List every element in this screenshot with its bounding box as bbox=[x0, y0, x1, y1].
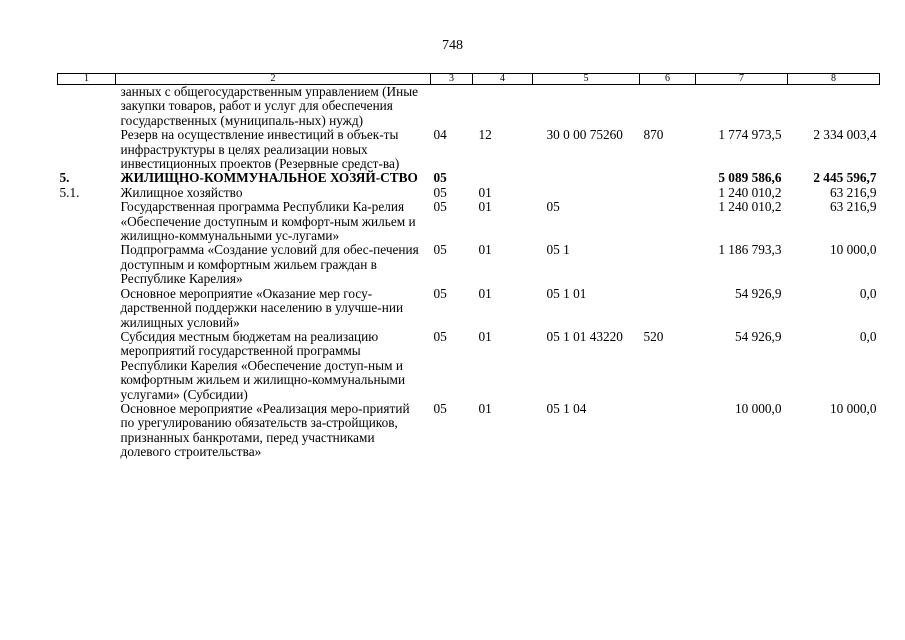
row-number: 5. bbox=[59, 170, 70, 186]
table-row bbox=[58, 186, 880, 200]
row-target-article bbox=[533, 186, 640, 200]
table-row bbox=[58, 171, 880, 185]
row-name: Жилищное хозяйство bbox=[120, 184, 243, 200]
row-subsection-code: 01 bbox=[478, 184, 492, 200]
row-amount-2: 63 216,9 bbox=[829, 184, 877, 200]
row-amount-1: 1 774 973,5 bbox=[718, 127, 782, 143]
row-number bbox=[58, 287, 116, 330]
row-target-article: 30 0 00 75260 bbox=[546, 127, 623, 143]
column-header-4: 4 bbox=[473, 74, 533, 85]
table-row bbox=[58, 330, 880, 402]
row-amount-1: 54 926,9 bbox=[734, 285, 782, 301]
column-header-1: 1 bbox=[58, 74, 116, 85]
row-amount-2 bbox=[788, 85, 880, 129]
row-expense-type bbox=[640, 287, 696, 330]
row-subsection-code: 01 bbox=[478, 328, 492, 344]
table-row bbox=[58, 243, 880, 286]
row-target-article: 05 1 01 bbox=[546, 285, 587, 301]
row-subsection-code bbox=[473, 85, 533, 129]
column-header-6: 6 bbox=[640, 74, 696, 85]
row-expense-type bbox=[640, 171, 696, 185]
row-section-code bbox=[431, 85, 473, 129]
table-row bbox=[58, 402, 880, 460]
row-number bbox=[58, 85, 116, 129]
row-expense-type: 870 bbox=[643, 127, 664, 143]
row-name: занных с общегосударственным управлением (Иные закупки товаров, работ и услуг для обеспечения государственных (муниципаль-ных) нужд) bbox=[120, 84, 419, 128]
row-subsection-code bbox=[473, 171, 533, 185]
row-section-code: 05 bbox=[433, 328, 447, 344]
row-expense-type bbox=[640, 200, 696, 243]
row-amount-1: 1 186 793,3 bbox=[718, 242, 782, 258]
column-header-2: 2 bbox=[116, 74, 431, 85]
budget-table bbox=[57, 73, 880, 460]
row-amount-1: 5 089 586,6 bbox=[718, 170, 782, 186]
row-amount-2: 0,0 bbox=[859, 285, 877, 301]
row-amount-2: 2 445 596,7 bbox=[813, 170, 877, 186]
row-target-article bbox=[533, 85, 640, 129]
row-expense-type: 520 bbox=[643, 328, 664, 344]
row-amount-1: 1 240 010,2 bbox=[718, 184, 782, 200]
row-name: Основное мероприятие «Реализация меро-приятий по урегулированию обязательств за-стройщиков, признанных банкротами, перед участниками долевого строительства» bbox=[120, 400, 410, 460]
row-section-code: 05 bbox=[433, 242, 447, 258]
column-header-7: 7 bbox=[696, 74, 788, 85]
row-expense-type bbox=[640, 85, 696, 129]
row-section-code: 05 bbox=[433, 184, 447, 200]
row-number bbox=[58, 243, 116, 286]
row-amount-1: 1 240 010,2 bbox=[718, 199, 782, 215]
row-subsection-code: 01 bbox=[478, 242, 492, 258]
table-row bbox=[58, 128, 880, 171]
row-name: Резерв на осуществление инвестиций в объек-ты инфраструктуры в целях реализации новых инвестиционных проектов (Резервные средст-ва) bbox=[120, 127, 400, 172]
row-number bbox=[58, 402, 116, 460]
row-subsection-code: 01 bbox=[478, 199, 492, 215]
row-subsection-code: 01 bbox=[478, 285, 492, 301]
row-amount-2: 63 216,9 bbox=[829, 199, 877, 215]
row-target-article: 05 1 04 bbox=[546, 400, 587, 416]
column-header-row bbox=[58, 74, 880, 85]
row-expense-type bbox=[640, 186, 696, 200]
row-section-code: 05 bbox=[433, 199, 447, 215]
row-amount-1 bbox=[696, 85, 788, 129]
row-section-code: 05 bbox=[433, 170, 447, 186]
row-name: ЖИЛИЩНО-КОММУНАЛЬНОЕ ХОЗЯЙ-СТВО bbox=[120, 170, 418, 186]
row-name: Государственная программа Республики Ка-релия «Обеспечение доступным и комфорт-ным жильем и жилищно-коммунальными ус-лугами» bbox=[120, 199, 416, 244]
row-name: Основное мероприятие «Оказание мер госу-дарственной поддержки населению в улучше-нии жилищных условий» bbox=[120, 285, 404, 330]
row-amount-2: 10 000,0 bbox=[829, 242, 877, 258]
table-body bbox=[58, 85, 880, 460]
row-subsection-code: 01 bbox=[478, 400, 492, 416]
row-name: Субсидия местным бюджетам на реализацию мероприятий государственной программы Республики Карелия «Обеспечение доступ-ным и комфортным жильем и жилищно-коммунальными услугами» (Субсидии) bbox=[120, 328, 406, 402]
row-section-code: 05 bbox=[433, 400, 447, 416]
column-header-5: 5 bbox=[533, 74, 640, 85]
row-target-article: 05 1 01 43220 bbox=[546, 328, 623, 344]
row-section-code: 05 bbox=[433, 285, 447, 301]
column-header-3: 3 bbox=[431, 74, 473, 85]
row-target-article bbox=[533, 171, 640, 185]
row-amount-2: 2 334 003,4 bbox=[813, 127, 877, 143]
table-row bbox=[58, 200, 880, 243]
row-number bbox=[58, 200, 116, 243]
row-number bbox=[58, 128, 116, 171]
row-name: Подпрограмма «Создание условий для обес-печения доступным и комфортным жильем граждан в Республике Карелия» bbox=[120, 242, 419, 287]
table-row bbox=[58, 85, 880, 129]
row-expense-type bbox=[640, 402, 696, 460]
page-number: 748 bbox=[442, 38, 463, 53]
row-amount-2: 10 000,0 bbox=[829, 400, 877, 416]
row-section-code: 04 bbox=[433, 127, 447, 143]
row-number: 5.1. bbox=[59, 184, 80, 200]
column-header-8: 8 bbox=[788, 74, 880, 85]
row-target-article: 05 bbox=[546, 199, 560, 215]
row-amount-2: 0,0 bbox=[859, 328, 877, 344]
row-subsection-code: 12 bbox=[478, 127, 492, 143]
row-target-article: 05 1 bbox=[546, 242, 570, 258]
row-expense-type bbox=[640, 243, 696, 286]
table-row bbox=[58, 287, 880, 330]
row-amount-1: 54 926,9 bbox=[734, 328, 782, 344]
row-number bbox=[58, 330, 116, 402]
row-amount-1: 10 000,0 bbox=[734, 400, 782, 416]
